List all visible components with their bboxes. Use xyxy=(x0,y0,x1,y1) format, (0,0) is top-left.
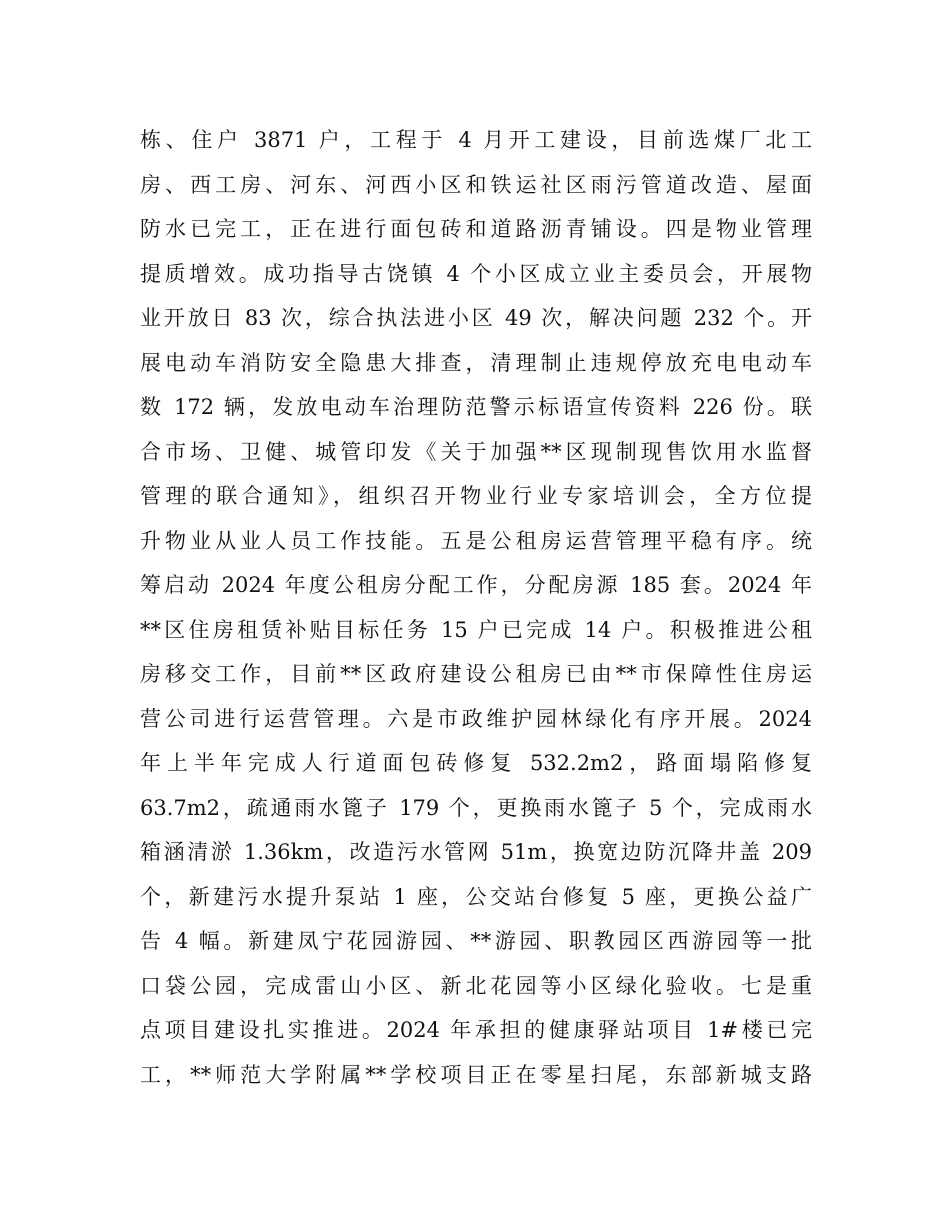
text-line: 箱涵清淤 1.36km，改造污水管网 51m，换宽边防沉降井盖 209 xyxy=(140,840,812,864)
text-line: 个，新建污水提升泵站 1 座，公交站台修复 5 座，更换公益广 xyxy=(140,884,812,909)
text-line: 口袋公园，完成雷山小区、新北花园等小区绿化验收。七是重 xyxy=(140,973,812,998)
text-line: 防水已完工，正在进行面包砖和道路沥青铺设。四是物业管理 xyxy=(140,217,812,241)
text-line: 工，**师范大学附属**学校项目正在零星扫尾，东部新城支路 xyxy=(140,1062,812,1087)
text-line: 升物业从业人员工作技能。五是公租房运营管理平稳有序。统 xyxy=(140,528,812,553)
text-line: 栋、住户 3871 户，工程于 4 月开工建设，目前选煤厂北工 xyxy=(140,128,812,152)
text-line: 点项目建设扎实推进。2024 年承担的健康驿站项目 1#楼已完 xyxy=(140,1018,812,1042)
text-line: 管理的联合通知》，组织召开物业行业专家培训会，全方位提 xyxy=(140,484,812,508)
text-line: 提质增效。成功指导古饶镇 4 个小区成立业主委员会，开展物 xyxy=(140,261,812,286)
text-line: 业开放日 83 次，综合执法进小区 49 次，解决问题 232 个。开 xyxy=(140,306,812,330)
text-line: 房移交工作，目前**区政府建设公租房已由**市保障性住房运 xyxy=(140,662,812,686)
text-line: 数 172 辆，发放电动车治理防范警示标语宣传资料 226 份。联 xyxy=(140,395,812,419)
body-text xyxy=(140,118,812,1097)
text-line: 63.7m2，疏通雨水篦子 179 个，更换雨水篦子 5 个，完成雨水 xyxy=(140,795,812,820)
text-line: 营公司进行运营管理。六是市政维护园林绿化有序开展。2024 xyxy=(140,706,812,731)
text-line: **区住房租赁补贴目标任务 15 户已完成 14 户。积极推进公租 xyxy=(140,617,812,642)
text-line: 合市场、卫健、城管印发《关于加强**区现制现售饮用水监督 xyxy=(140,439,812,464)
text-line: 筹启动 2024 年度公租房分配工作，分配房源 185 套。2024 年 xyxy=(140,573,812,597)
text-line: 房、西工房、河东、河西小区和铁运社区雨污管道改造、屋面 xyxy=(140,172,812,197)
text-line: 告 4 幅。新建凤宁花园游园、**游园、职教园区西游园等一批 xyxy=(140,929,812,953)
text-line: 展电动车消防安全隐患大排查，清理制止违规停放充电电动车 xyxy=(140,350,812,375)
text-line: 年上半年完成人行道面包砖修复 532.2m2，路面塌陷修复 xyxy=(140,751,812,775)
